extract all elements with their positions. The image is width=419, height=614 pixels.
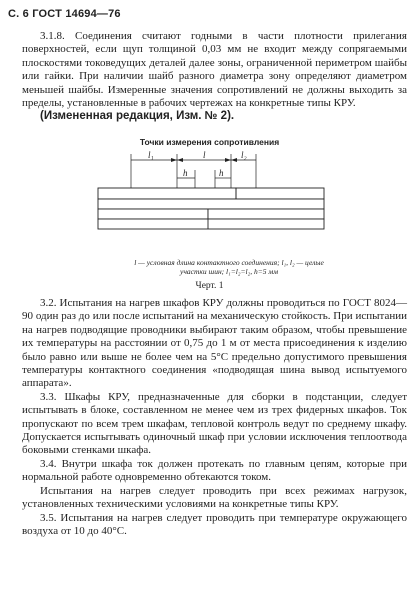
paragraph-3-2: 3.2. Испытания на нагрев шкафов КРУ должны проводиться по ГОСТ 8024—90 один раз до или после испытаний на механическую стойкость. При испытании на нагрев подводящие проводники выбирают таким образом, чтобы превышение их температуры на расстоянии от 0,75 до 1 м от места присоединения к изделию было равно или выше не более чем на 5°С предельно допустимого превышения температуры контактного соединения «подводящая шина вывод испытуемого аппарата».	[22, 297, 407, 390]
figure-legend: l — условная длина контактного соединения; l₁, l₂ — целые участки шин; l₁=l₂=l₂, h=5 мм	[134, 258, 324, 276]
text-block-top	[22, 30, 407, 124]
label-l: l	[203, 150, 206, 160]
busbar-bottom	[98, 219, 324, 229]
paragraph-3-5: 3.5. Испытания на нагрев следует проводить при температуре окружающего воздуха от 10 до 40°С.	[22, 511, 407, 537]
paragraph-3-3: 3.3. Шкафы КРУ, предназначенные для сборки в подстанции, следует испытывать в блоке, составленном не менее чем из трех фидерных шкафов. Ток пропускают по всем трем шкафам, тепловой контроль ведут по среднему шкафу. Допускается испытывать одиночный шкаф при условии исключения теплоотвода боковыми стенками шкафа.	[22, 390, 407, 457]
arrow-l1-right	[171, 158, 177, 162]
busbar-lower-left	[98, 209, 208, 219]
text-block-bottom	[22, 297, 407, 538]
paragraph-3-4-a: 3.4. Внутри шкафа ток должен протекать по главным цепям, которые при нормальной работе одновременно обтекаются током.	[22, 457, 407, 484]
busbar-upper-right-end	[236, 188, 324, 199]
paragraph-3-4-b: Испытания на нагрев следует проводить при всех режимах нагрузок, установленных техническими условиями на конкретные типы КРУ.	[22, 484, 407, 511]
label-l2: l₂	[241, 150, 247, 160]
arrow-l2-left	[231, 158, 237, 162]
contact-joint-drawing	[0, 148, 419, 258]
amendment-note: (Измененная редакция, Изм. № 2).	[40, 110, 235, 123]
label-l1: l₁	[148, 150, 154, 160]
busbar-upper	[98, 188, 236, 199]
page-header: С. 6 ГОСТ 14694—76	[8, 8, 121, 20]
label-h-left: h	[183, 168, 188, 178]
figure-title: Точки измерения сопротивления	[139, 137, 280, 147]
arrow-l-left	[177, 158, 183, 162]
label-h-right: h	[219, 168, 224, 178]
arrow-l-right	[225, 158, 231, 162]
figure-caption: Черт. 1	[195, 281, 224, 291]
paragraph-3-1-8: 3.1.8. Соединения считают годными в части плотности прилегания поверхностей, если щуп толщиной 0,03 мм не входит между сопрягаемыми плоскостями токоведущих деталей далее зоны, ограниченной периметром шайбы или гайки. При наличии шайб разного диаметра зону определяют диаметром меньшей шайбы. Измеренные значения сопротивлений не должны выходить за пределы, установленные в рабочих чертежах на конкретные типы КРУ.	[22, 30, 407, 110]
busbar-middle	[98, 199, 324, 209]
busbar-lower-right	[208, 209, 324, 219]
